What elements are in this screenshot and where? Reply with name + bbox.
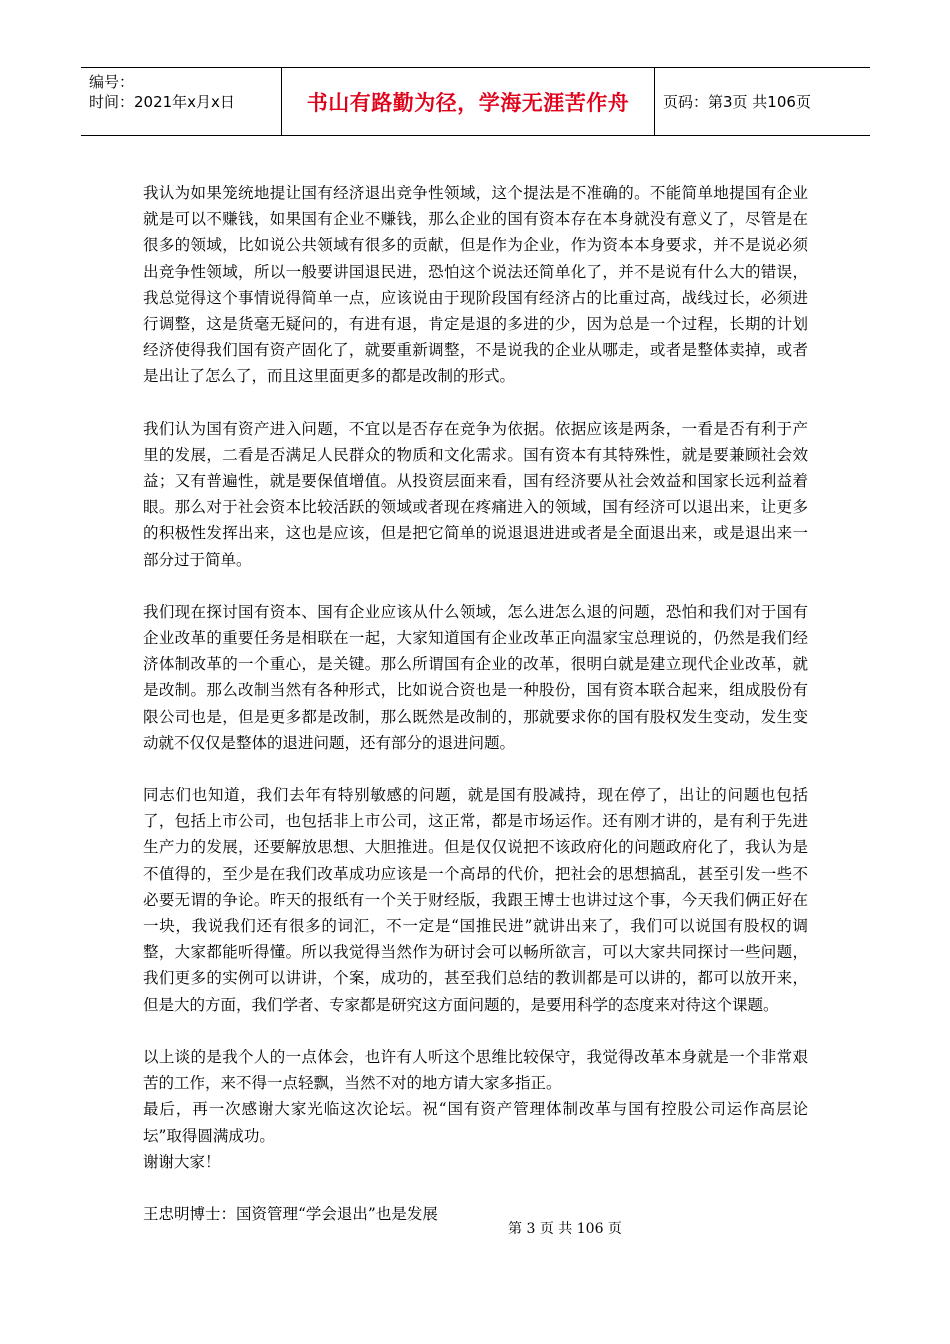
document-body [143, 180, 808, 1253]
body-paragraph-3: 我们现在探讨国有资本、国有企业应该从什么领域，怎么进怎么退的问题，恐怕和我们对于国有企业改革的重要任务是相联在一起，大家知道国有企业改革正向温家宝总理说的，仍然是我们经济体制改革的一个重心，是关键。那么所谓国有企业的改革，很明白就是建立现代企业改革，就是改制。那么改制当然有各种形式，比如说合资也是一种股份，国有资本联合起来，组成股份有限公司也是，但是更多都是改制，那么既然是改制的，那就要求你的国有股权发生变动，发生变动就不仅仅是整体的退进问题，还有部分的退进问题。 [143, 602, 808, 752]
section-heading: 王忠明博士：国资管理“学会退出”也是发展 [143, 1204, 438, 1223]
page-footer: 第 3 页 共 106 页 [508, 1221, 622, 1237]
body-paragraph-6: 最后，再一次感谢大家光临这次论坛。祝“国有资产管理体制改革与国有控股公司运作高层论坛”取得圆满成功。 [143, 1100, 808, 1145]
body-paragraph-7: 谢谢大家！ [143, 1152, 221, 1171]
header-meta [81, 68, 281, 135]
header-page-number: 页码：第3页 共106页 [663, 93, 811, 111]
body-paragraph-5: 以上谈的是我个人的一点体会，也许有人听这个思维比较保守，我觉得改革本身就是一个非常艰苦的工作，来不得一点轻飘，当然不对的地方请大家多指正。 [143, 1047, 808, 1093]
page-header [81, 67, 870, 136]
header-motto: 书山有路勤为径，学海无涯苦作舟 [281, 68, 655, 135]
document-time-label: 时间：2021年x月x日 [89, 93, 235, 111]
body-paragraph-1: 我认为如果笼统地提让国有经济退出竞争性领域，这个提法是不准确的。不能简单地提国有企业就是可以不赚钱，如果国有企业不赚钱，那么企业的国有资本存在本身就没有意义了，尽管是在很多的领域，比如说公共领域有很多的贡献，但是作为企业，作为资本本身要求，并不是说必须出竞争性领域，所以一般要讲国退民进，恐怕这个说法还简单化了，并不是说有什么大的错误，我总觉得这个事情说得简单一点，应该说由于现阶段国有经济占的比重过高，战线过长，必须进行调整，这是货毫无疑问的，有进有退，肯定是退的多进的少，因为总是一个过程，长期的计划经济使得我们国有资产固化了，就要重新调整，不是说我的企业从哪走，或者是整体卖掉，或者是出让了怎么了，而且这里面更多的都是改制的形式。 [143, 184, 808, 386]
body-paragraph-2: 我们认为国有资产进入问题，不宜以是否存在竞争为依据。依据应该是两条，一看是否有利于产里的发展，二看是否满足人民群众的物质和文化需求。国有资本有其特殊性，就是要兼顾社会效益；又有普遍性，就是要保值增值。从投资层面来看，国有经济要从社会效益和国家长远利益着眼。那么对于社会资本比较活跃的领域或者现在疼痛进入的领域，国有经济可以退出来，让更多的积极性发挥出来，这也是应该，但是把它简单的说退退进进或者是全面退出来，或是退出来一部分过于简单。 [143, 419, 808, 569]
document-number-label: 编号： [89, 73, 135, 91]
body-paragraph-4: 同志们也知道，我们去年有特别敏感的问题，就是国有股减持，现在停了，出让的问题也包括了，包括上市公司，也包括非上市公司，这正常，都是市场运作。还有刚才讲的，是有利于先进生产力的发展，还要解放思想、大胆推进。但是仅仅说把不该政府化的问题政府化了，我认为是不值得的，至少是在我们改革成功应该是一个高昂的代价，把社会的思想搞乱，甚至引发一些不必要无谓的争论。昨天的报纸有一个关于财经版，我跟王博士也讲过这个事，今天我们俩正好在一块，我说我们还有很多的词汇，不一定是“国推民进”就讲出来了，我们可以说国有股权的调整，大家都能听得懂。所以我觉得当然作为研讨会可以畅所欲言，可以大家共同探讨一些问题，我们更多的实例可以讲讲，个案，成功的，甚至我们总结的教训都是可以讲的，都可以放开来，但是大的方面，我们学者、专家都是研究这方面问题的，是要用科学的态度来对待这个课题。 [143, 786, 808, 1014]
